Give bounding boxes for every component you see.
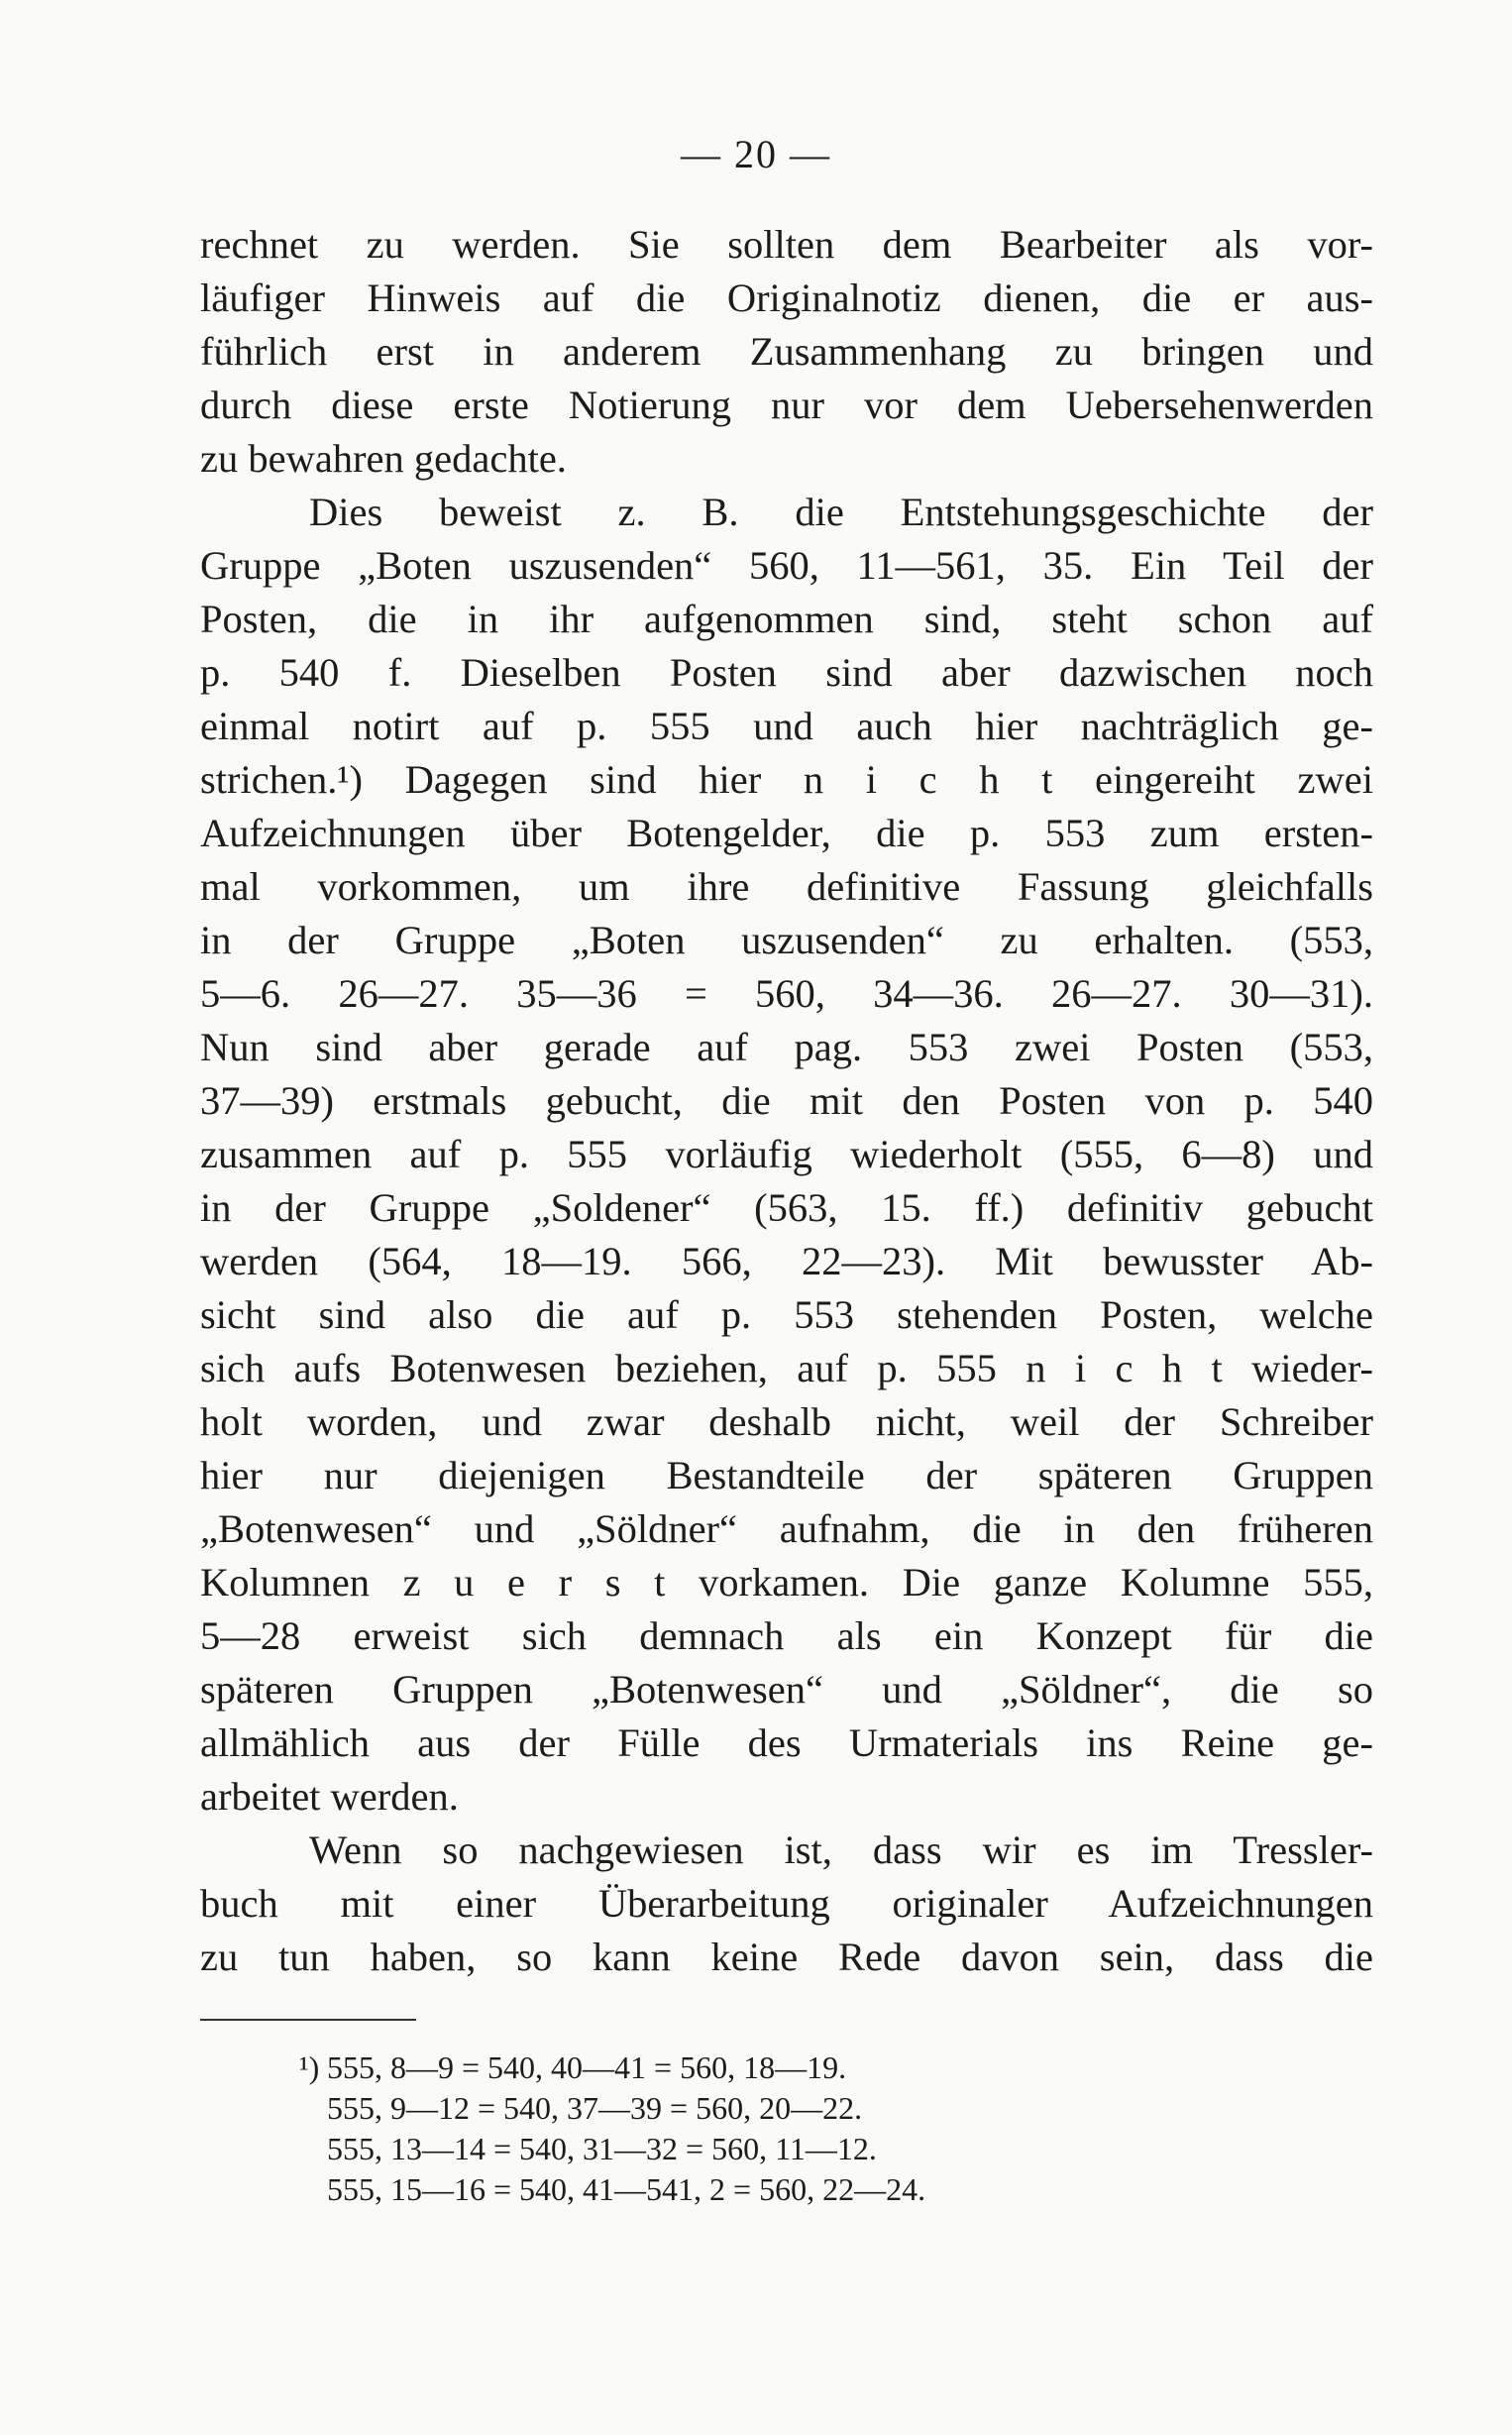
text-line: einmal notirt auf p. 555 und auch hier nachträglich ge- xyxy=(200,704,1373,748)
text-line: führlich erst in anderem Zusammenhang zu bringen und xyxy=(200,329,1373,374)
text-line: sicht sind also die auf p. 553 stehenden Posten, welche xyxy=(200,1292,1373,1337)
text-line: Nun sind aber gerade auf pag. 553 zwei Posten (553, xyxy=(200,1025,1373,1069)
footnote-rule xyxy=(200,2019,416,2021)
body-text xyxy=(200,218,1373,1984)
text-line: in der Gruppe „Soldener“ (563, 15. ff.) definitiv gebucht xyxy=(200,1185,1373,1230)
text-line: buch mit einer Überarbeitung originaler Aufzeichnungen xyxy=(200,1881,1373,1926)
text-line: holt worden, und zwar deshalb nicht, weil der Schreiber xyxy=(200,1399,1373,1444)
text-line: 5—6. 26—27. 35—36 = 560, 34—36. 26—27. 30—31). xyxy=(200,971,1373,1016)
footnote-line xyxy=(327,2129,1179,2169)
text-line: 5—28 erweist sich demnach als ein Konzept für die xyxy=(200,1613,1373,1658)
text-line: Wenn so nachgewiesen ist, dass wir es im Tressler- xyxy=(309,1827,1373,1872)
text-line: zu tun haben, so kann keine Rede davon sein, dass die xyxy=(200,1935,1373,1979)
text-line: hier nur diejenigen Bestandteile der späteren Gruppen xyxy=(200,1453,1373,1497)
footnote-text: 555, 15—16 = 540, 41—541, 2 = 560, 22—24. xyxy=(327,2171,926,2207)
footnote-marker: ¹) xyxy=(299,2049,320,2085)
text-line: arbeitet werden. xyxy=(200,1774,459,1819)
text-line: Posten, die in ihr aufgenommen sind, steht schon auf xyxy=(200,597,1373,641)
text-line: sich aufs Botenwesen beziehen, auf p. 555 n i c h t wieder- xyxy=(200,1346,1373,1390)
footnote-text: 555, 9—12 = 540, 37—39 = 560, 20—22. xyxy=(327,2090,863,2126)
footnote-line xyxy=(327,2088,1179,2129)
text-line: Dies beweist z. B. die Entstehungsgeschichte der xyxy=(309,490,1373,534)
footnote-line xyxy=(327,2169,1179,2210)
text-line: werden (564, 18—19. 566, 22—23). Mit bewusster Ab- xyxy=(200,1239,1373,1283)
text-line: rechnet zu werden. Sie sollten dem Bearbeiter als vor- xyxy=(200,222,1373,267)
footnote-text: 555, 8—9 = 540, 40—41 = 560, 18—19. xyxy=(327,2049,847,2085)
text-line: mal vorkommen, um ihre definitive Fassung gleichfalls xyxy=(200,864,1373,909)
text-line: „Botenwesen“ und „Söldner“ aufnahm, die in den früheren xyxy=(200,1506,1373,1551)
text-line: in der Gruppe „Boten uszusenden“ zu erhalten. (553, xyxy=(200,918,1373,962)
footnotes xyxy=(299,2048,1179,2210)
text-line: späteren Gruppen „Botenwesen“ und „Söldner“, die so xyxy=(200,1667,1373,1712)
text-line: strichen.¹) Dagegen sind hier n i c h t eingereiht zwei xyxy=(200,757,1373,802)
text-line: zu bewahren gedachte. xyxy=(200,436,567,481)
text-line: läufiger Hinweis auf die Originalnotiz dienen, die er aus- xyxy=(200,276,1373,320)
text-line: Gruppe „Boten uszusenden“ 560, 11—561, 35. Ein Teil der xyxy=(200,543,1373,588)
footnote-line xyxy=(299,2048,1179,2088)
text-line: p. 540 f. Dieselben Posten sind aber dazwischen noch xyxy=(200,650,1373,695)
text-line: zusammen auf p. 555 vorläufig wiederholt (555, 6—8) und xyxy=(200,1132,1373,1176)
footnote-text: 555, 13—14 = 540, 31—32 = 560, 11—12. xyxy=(327,2131,877,2166)
text-line: Aufzeichnungen über Botengelder, die p. 553 zum ersten- xyxy=(200,811,1373,855)
text-line: 37—39) erstmals gebucht, die mit den Posten von p. 540 xyxy=(200,1078,1373,1123)
page-number: — 20 — xyxy=(681,132,831,176)
text-line: allmählich aus der Fülle des Urmaterials ins Reine ge- xyxy=(200,1720,1373,1765)
text-line: durch diese erste Notierung nur vor dem Uebersehenwerden xyxy=(200,383,1373,427)
text-line: Kolumnen z u e r s t vorkamen. Die ganze Kolumne 555, xyxy=(200,1560,1373,1605)
